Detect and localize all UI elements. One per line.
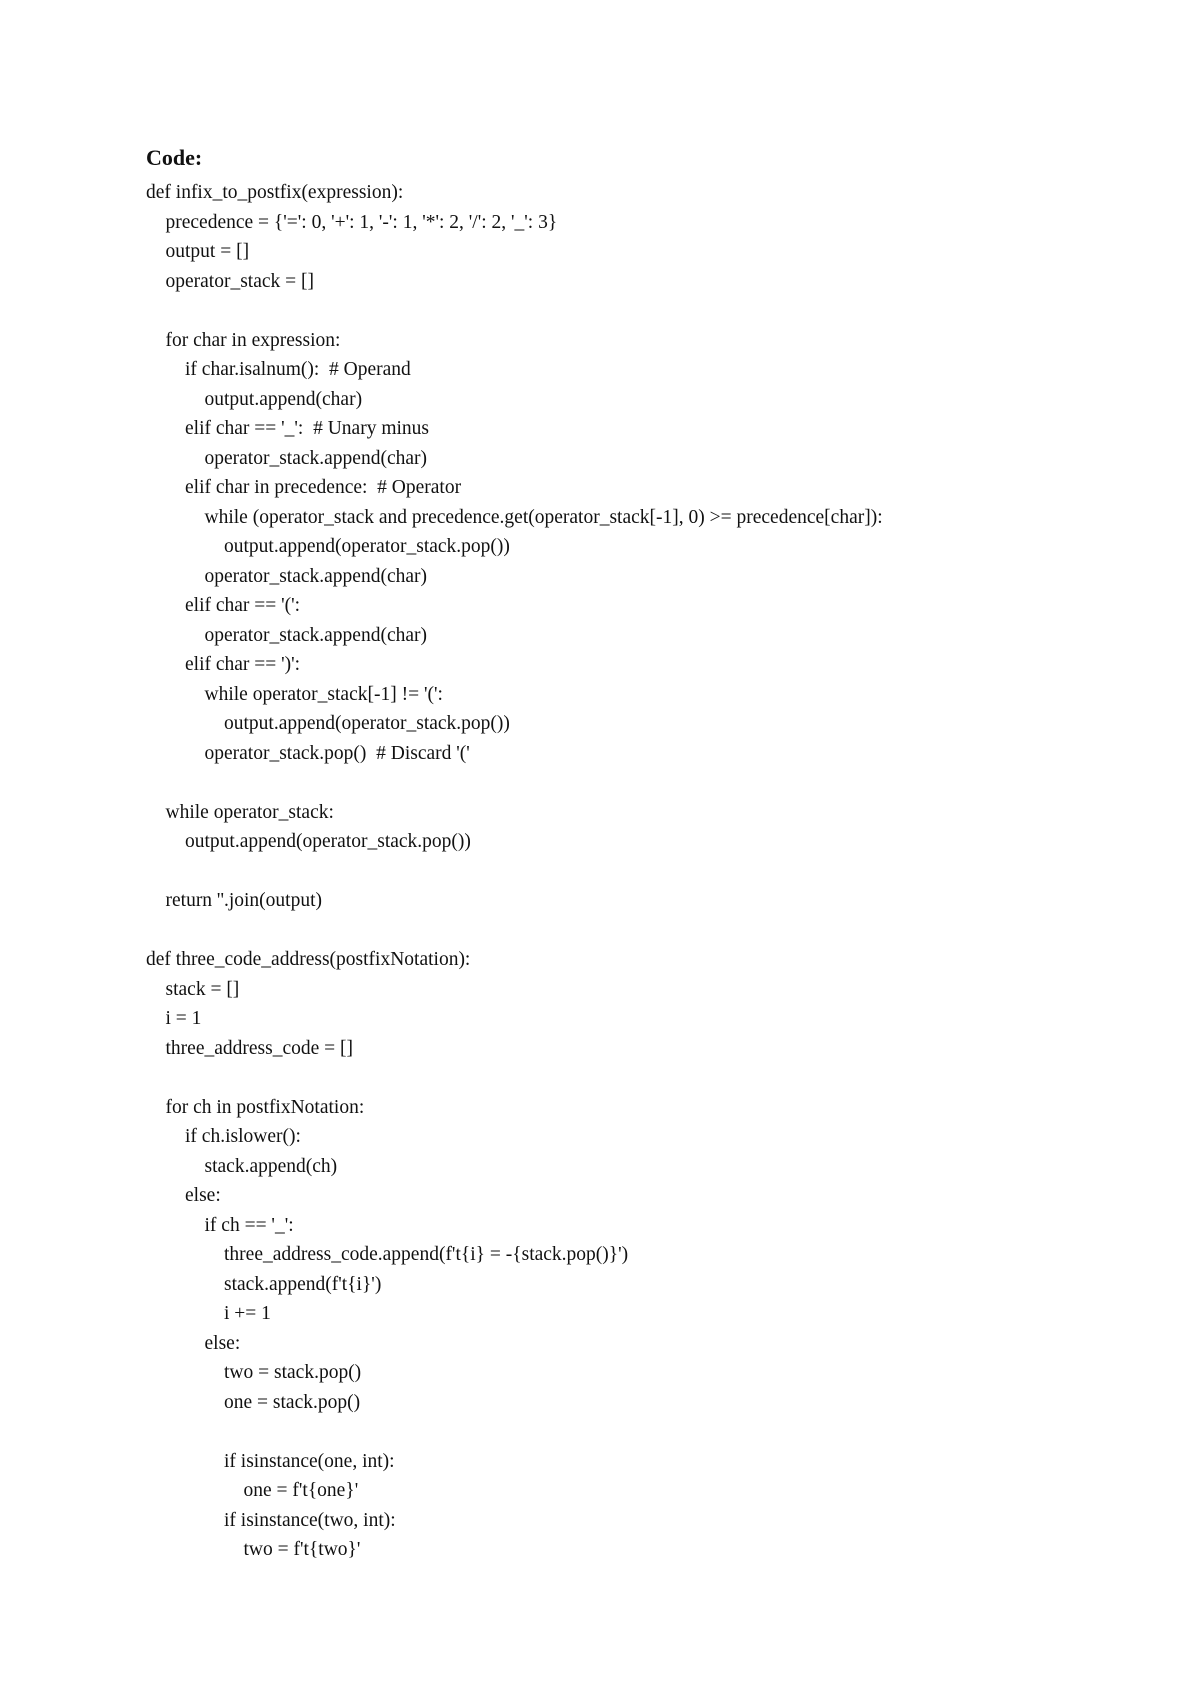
code-line: three_address_code.append(f't{i} = -{stack.pop()}') [146, 1244, 629, 1265]
code-line: while (operator_stack and precedence.get(operator_stack[-1], 0) >= precedence[char]): [146, 506, 883, 528]
code-line: else: [146, 1332, 241, 1354]
code-line: def three_code_address(postfixNotation): [146, 949, 471, 970]
code-line: elif char == '_': # Unary minus [146, 418, 430, 439]
code-line: for char in expression: [146, 329, 341, 351]
code-line: operator_stack.append(char) [146, 624, 428, 646]
code-line: elif char == '(': [146, 595, 301, 616]
code-line [146, 1417, 883, 1447]
code-line: if ch == '_': [146, 1214, 294, 1236]
code-line: output.append(operator_stack.pop()) [146, 713, 510, 734]
code-line: operator_stack = [] [146, 270, 315, 292]
code-line: for ch in postfixNotation: [146, 1096, 365, 1118]
code-line: output.append(char) [146, 388, 363, 410]
code-line: output.append(operator_stack.pop()) [146, 831, 471, 852]
code-line: if isinstance(two, int): [146, 1509, 396, 1531]
code-line: output.append(operator_stack.pop()) [146, 536, 510, 557]
code-line [146, 857, 883, 887]
code-line: two = f't{two}' [146, 1539, 361, 1560]
code-line: one = stack.pop() [146, 1391, 361, 1413]
code-heading: Code: [146, 145, 203, 170]
code-line [146, 1063, 883, 1093]
code-line: stack.append(f't{i}') [146, 1273, 382, 1295]
code-line: precedence = {'=': 0, '+': 1, '-': 1, '*': 2, '/': 2, '_': 3} [146, 211, 558, 233]
code-line: i = 1 [146, 1008, 202, 1029]
code-line: if ch.islower(): [146, 1126, 301, 1147]
code-line: while operator_stack: [146, 801, 334, 823]
code-line: operator_stack.pop() # Discard '(' [146, 742, 470, 764]
code-line: operator_stack.append(char) [146, 565, 428, 587]
code-line [146, 768, 883, 798]
code-line: three_address_code = [] [146, 1037, 353, 1059]
code-line [146, 296, 883, 326]
code-line: stack = [] [146, 978, 240, 1000]
code-line [146, 916, 883, 946]
code-line: def infix_to_postfix(expression): [146, 182, 404, 203]
code-line: one = f't{one}' [146, 1480, 359, 1501]
code-line: while operator_stack[-1] != '(': [146, 683, 443, 705]
code-line: output = [] [146, 241, 250, 262]
code-line: operator_stack.append(char) [146, 447, 428, 469]
code-line: else: [146, 1185, 221, 1206]
code-line: elif char in precedence: # Operator [146, 477, 462, 498]
code-line: stack.append(ch) [146, 1155, 338, 1177]
code-line: two = stack.pop() [146, 1362, 362, 1383]
code-line: return ''.join(output) [146, 890, 322, 911]
code-block [146, 178, 883, 1565]
code-line: if char.isalnum(): # Operand [146, 359, 411, 380]
code-line: if isinstance(one, int): [146, 1450, 395, 1472]
code-line: elif char == ')': [146, 654, 301, 675]
code-line: i += 1 [146, 1303, 271, 1324]
